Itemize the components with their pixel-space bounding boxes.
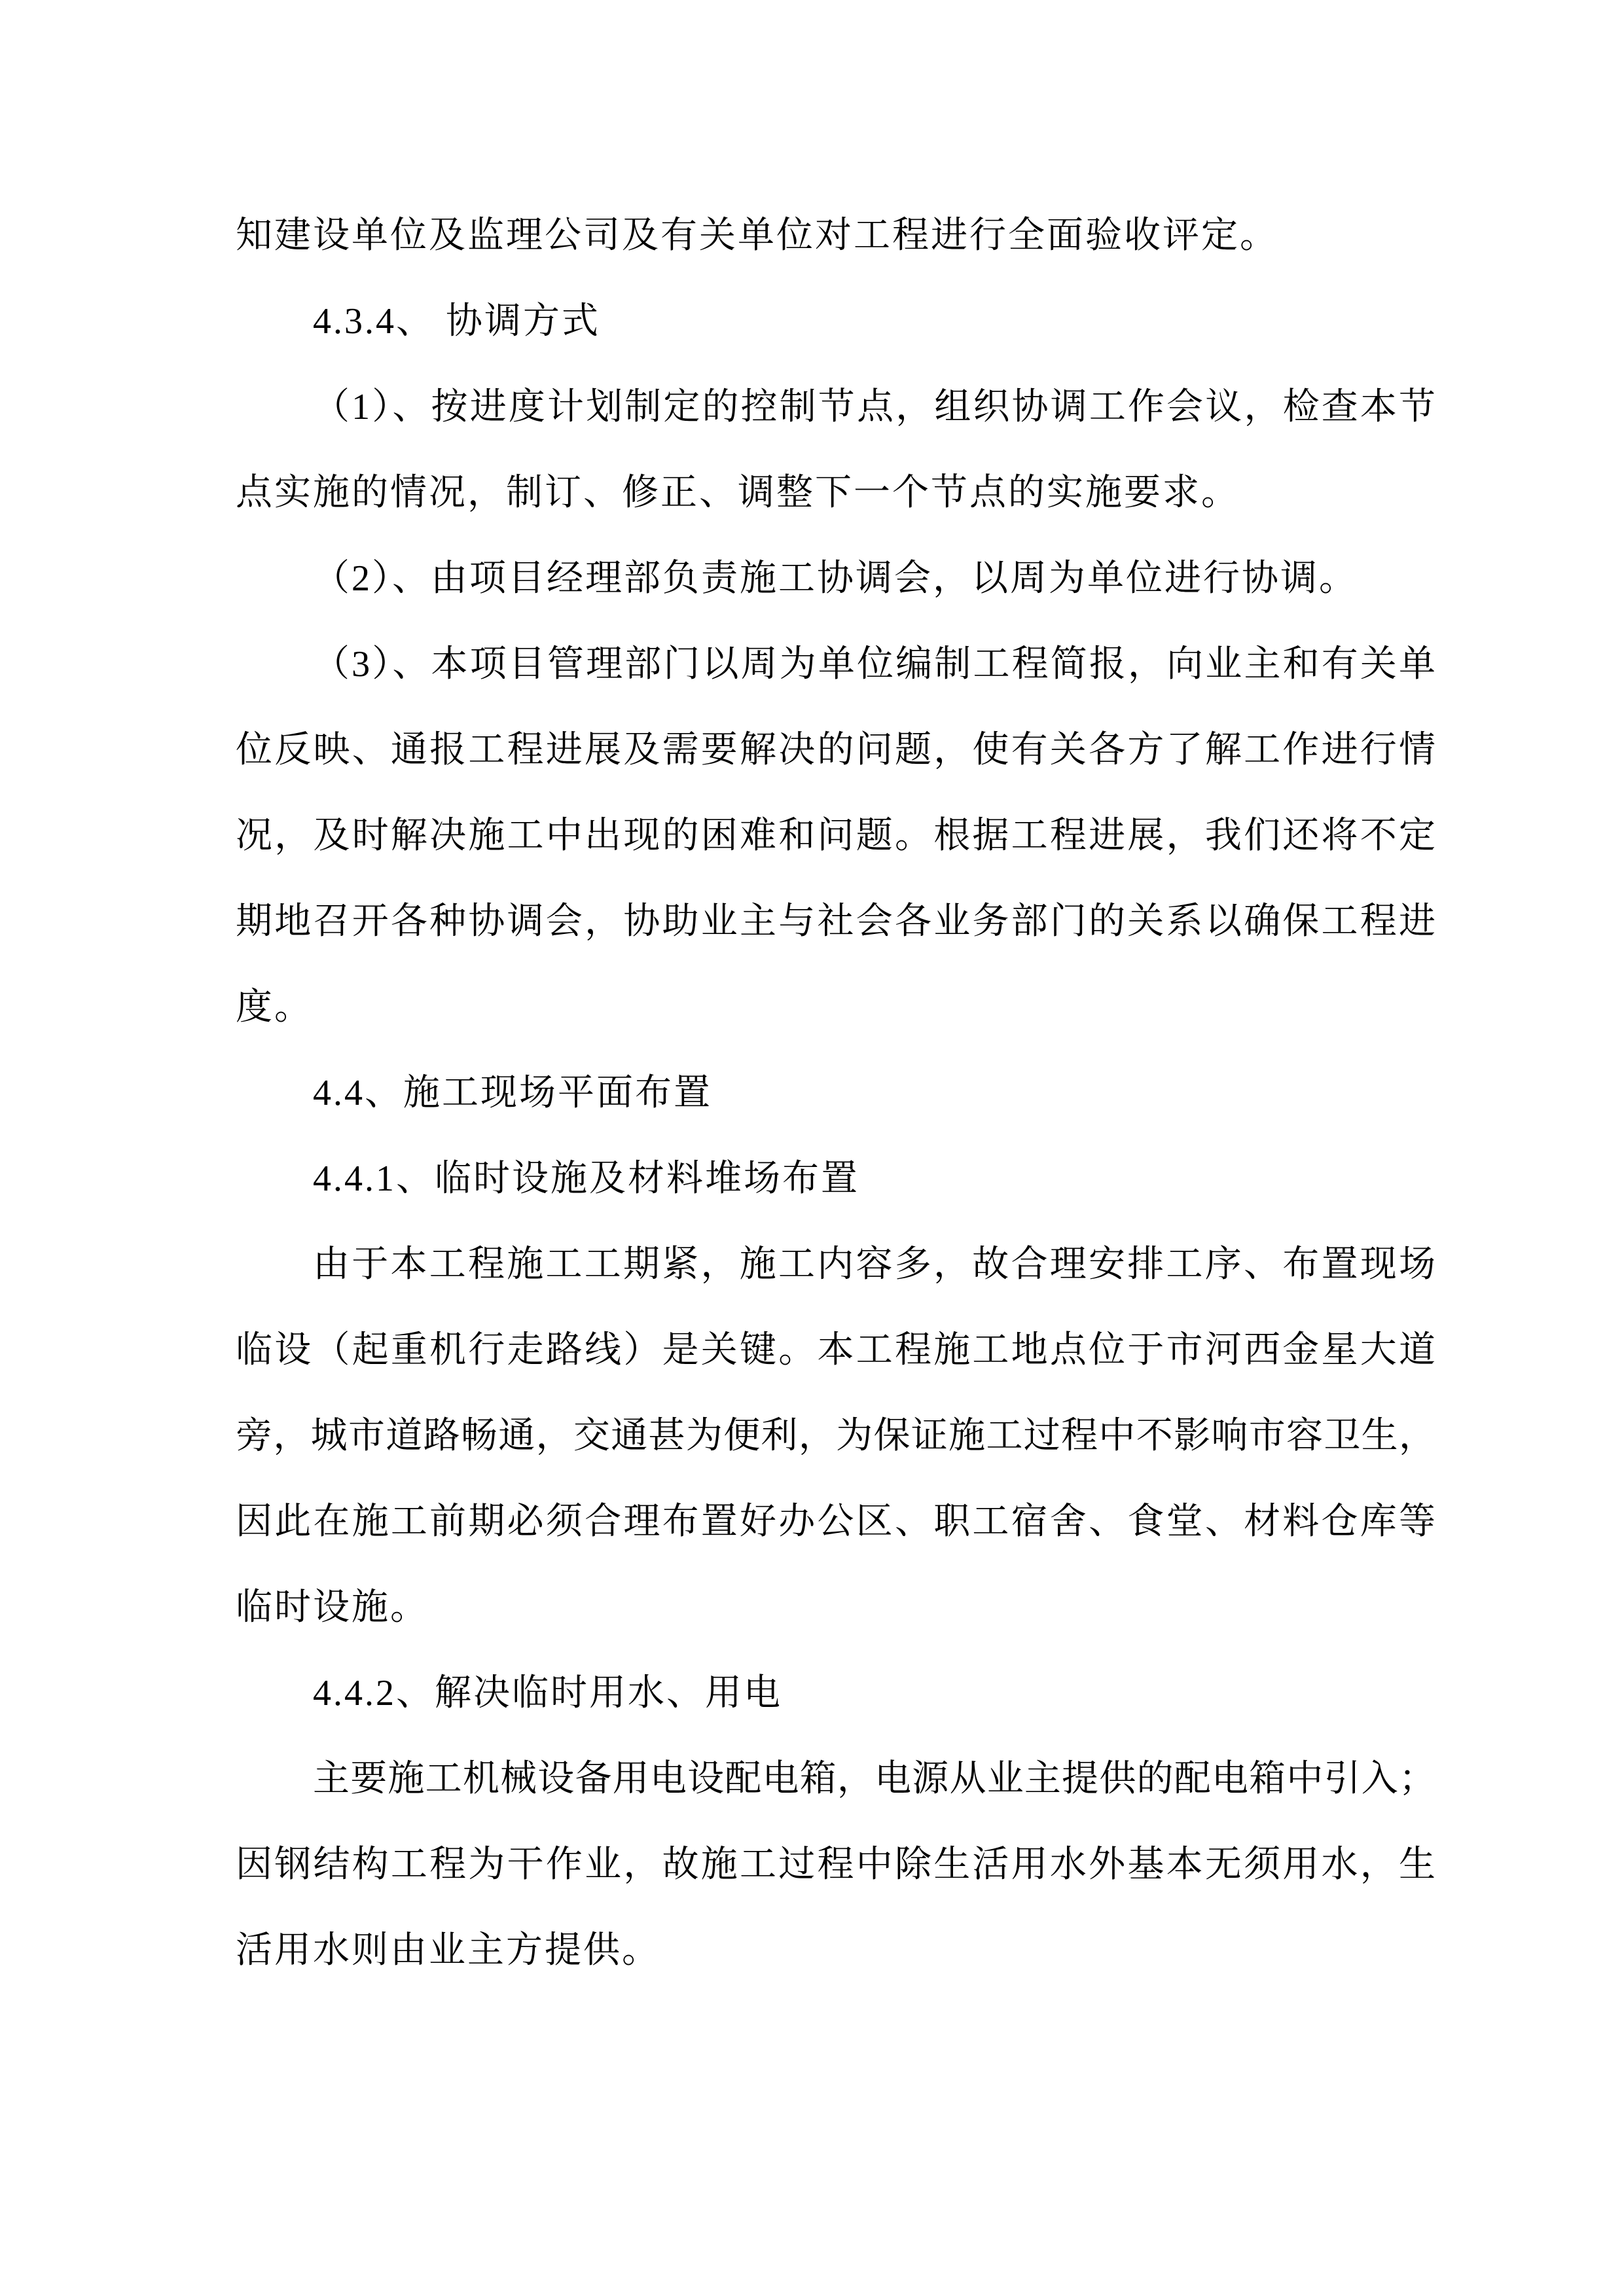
text-line: 因此在施工前期必须合理布置好办公区、职工宿舍、食堂、材料仓库等 <box>236 1501 1435 1542</box>
paragraph-item-3 <box>236 622 1435 1050</box>
heading-line: 4.3.4、 协调方式 <box>313 301 600 342</box>
section-heading-4-4 <box>236 1050 1435 1136</box>
text-line: 主要施工机械设备用电设配电箱，电源从业主提供的配电箱中引入； <box>313 1759 1435 1799</box>
section-heading-4-4-1 <box>236 1136 1435 1222</box>
text-line: 临设（起重机行走路线）是关键。本工程施工地点位于市河西金星大道 <box>236 1330 1435 1371</box>
heading-line: 4.4.1、临时设施及材料堆场布置 <box>313 1158 859 1199</box>
heading-line: 4.4.2、解决临时用水、用电 <box>313 1673 782 1713</box>
text-line: 因钢结构工程为干作业，故施工过程中除生活用水外基本无须用水，生 <box>236 1844 1435 1885</box>
heading-line: 4.4、施工现场平面布置 <box>313 1073 712 1113</box>
text-line: 旁，城市道路畅通，交通甚为便利，为保证施工过程中不影响市容卫生， <box>236 1416 1435 1456</box>
paragraph-continuation <box>236 193 1435 279</box>
text-line: （2）、由项目经理部负责施工协调会，以周为单位进行协调。 <box>313 558 1358 599</box>
text-line: 临时设施。 <box>236 1587 429 1628</box>
text-line: 知建设单位及监理公司及有关单位对工程进行全面验收评定。 <box>236 215 1278 256</box>
text-line: 位反映、通报工程进展及需要解决的问题，使有关各方了解工作进行情 <box>236 730 1435 770</box>
section-heading-4-4-2 <box>236 1651 1435 1736</box>
text-line: 况，及时解决施工中出现的困难和问题。根据工程进展，我们还将不定 <box>236 816 1435 856</box>
text-line: 活用水则由业主方提供。 <box>236 1930 660 1971</box>
paragraph-item-1 <box>236 365 1435 536</box>
paragraph-temporary-facilities <box>236 1222 1435 1651</box>
paragraph-water-electricity <box>236 1736 1435 1994</box>
section-heading-4-3-4 <box>236 279 1435 365</box>
document-body <box>236 193 1435 1994</box>
text-line: 期地召开各种协调会，协助业主与社会各业务部门的关系以确保工程进 <box>236 901 1435 942</box>
paragraph-item-2 <box>236 536 1435 622</box>
text-line: 点实施的情况，制订、修正、调整下一个节点的实施要求。 <box>236 473 1240 513</box>
text-line: 度。 <box>236 987 313 1028</box>
text-line: （1）、按进度计划制定的控制节点，组织协调工作会议，检查本节 <box>313 387 1435 427</box>
text-line: （3）、本项目管理部门以周为单位编制工程简报，向业主和有关单 <box>313 644 1435 685</box>
text-line: 由于本工程施工工期紧，施工内容多，故合理安排工序、布置现场 <box>313 1244 1435 1285</box>
